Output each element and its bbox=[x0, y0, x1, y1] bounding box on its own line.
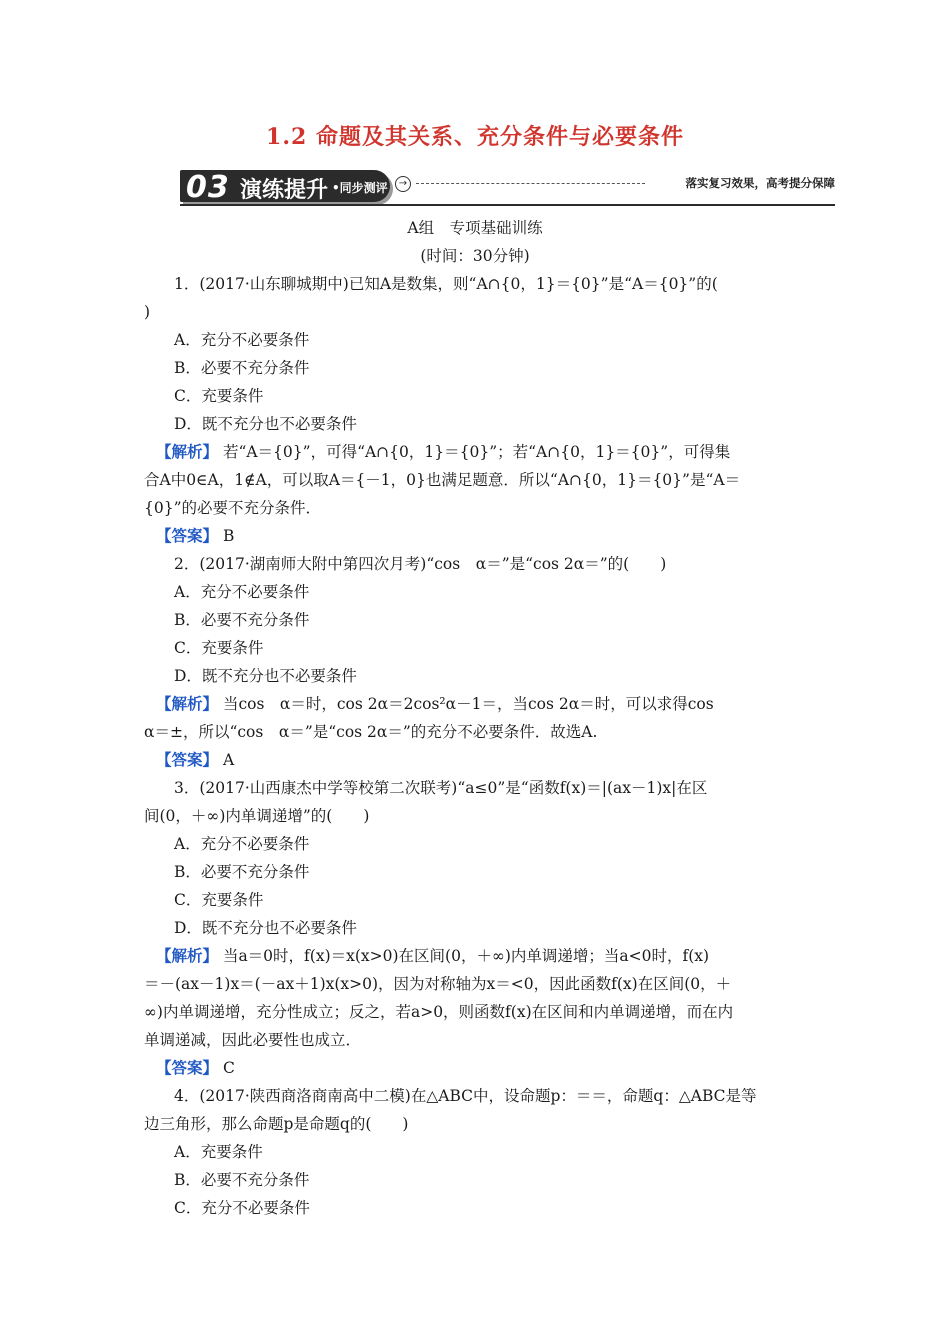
question-stem-cont: ) bbox=[144, 303, 151, 321]
question-3 bbox=[144, 774, 806, 1082]
option-a: A．充分不必要条件 bbox=[174, 835, 310, 853]
analysis-text: 当cos α＝时，cos 2α＝2cos²α－1＝，当cos 2α＝时，可以求得cos bbox=[218, 695, 714, 713]
option-d: D．既不充分也不必要条件 bbox=[174, 919, 357, 937]
option-a: A．充要条件 bbox=[174, 1143, 263, 1161]
group-title: A组 专项基础训练 bbox=[407, 219, 543, 237]
analysis-text-cont: 单调递减，因此必要性也成立． bbox=[144, 1031, 362, 1049]
option-d: D．既不充分也不必要条件 bbox=[174, 667, 357, 685]
question-stem: 4．(2017·陕西商洛商南高中二模)在△ABC中，设命题p：＝＝，命题q：△ABC是等 bbox=[174, 1087, 757, 1105]
option-b: B．必要不充分条件 bbox=[174, 863, 310, 881]
banner-slogan: 落实复习效果，高考提分保障 bbox=[685, 176, 835, 190]
answer-value: B bbox=[218, 527, 235, 545]
banner-number: 03 bbox=[186, 170, 230, 205]
option-b: B．必要不充分条件 bbox=[174, 611, 310, 629]
banner-main-label: 演练提升 bbox=[240, 178, 329, 203]
question-1 bbox=[144, 270, 806, 550]
answer bbox=[144, 746, 806, 774]
time-note: (时间：30分钟) bbox=[420, 247, 530, 265]
option-c: C．充分不必要条件 bbox=[174, 1199, 310, 1217]
analysis-tag: 【解析】 bbox=[156, 442, 219, 461]
question-stem: 2．(2017·湖南师大附中第四次月考)“cos α＝”是“cos 2α＝”的( ) bbox=[174, 555, 667, 573]
option-c: C．充要条件 bbox=[174, 387, 264, 405]
analysis bbox=[144, 942, 806, 970]
exercise-content bbox=[144, 214, 806, 1222]
question-stem: 1．(2017·山东聊城期中)已知A是数集，则“A∩{0，1}＝{0}”是“A＝{0}”的( bbox=[174, 275, 718, 293]
option-b: B．必要不充分条件 bbox=[174, 359, 310, 377]
banner-sub-label: •同步测评 bbox=[332, 181, 388, 195]
analysis-text-cont: ∞)内单调递增，充分性成立；反之，若a>0，则函数f(x)在区间和内单调递增，而在内 bbox=[144, 1003, 734, 1021]
question-2 bbox=[144, 550, 806, 774]
answer bbox=[144, 522, 806, 550]
answer-tag: 【答案】 bbox=[156, 750, 219, 769]
answer-tag: 【答案】 bbox=[156, 526, 219, 545]
analysis-text-cont: ＝－(ax－1)x＝(－ax＋1)x(x>0)，因为对称轴为x＝<0，因此函数f(x)在区间(0，＋ bbox=[144, 975, 732, 993]
option-d: D．既不充分也不必要条件 bbox=[174, 415, 357, 433]
analysis-text: 当a＝0时，f(x)＝x(x>0)在区间(0，＋∞)内单调递增；当a<0时，f(x) bbox=[218, 947, 710, 965]
option-a: A．充分不必要条件 bbox=[174, 331, 310, 349]
option-b: B．必要不充分条件 bbox=[174, 1171, 310, 1189]
analysis-text-cont: α＝±，所以“cos α＝”是“cos 2α＝”的充分不必要条件．故选A. bbox=[144, 723, 598, 741]
analysis-tag: 【解析】 bbox=[156, 694, 219, 713]
analysis-text: 若“A＝{0}”，可得“A∩{0，1}＝{0}”；若“A∩{0，1}＝{0}”，可得集 bbox=[218, 443, 731, 461]
answer-tag: 【答案】 bbox=[156, 1058, 219, 1077]
option-c: C．充要条件 bbox=[174, 639, 264, 657]
question-4 bbox=[144, 1082, 806, 1222]
analysis bbox=[144, 438, 806, 466]
answer bbox=[144, 1054, 806, 1082]
banner-rule bbox=[180, 204, 835, 206]
analysis-tag: 【解析】 bbox=[156, 946, 219, 965]
question-stem-cont: 间(0，＋∞)内单调递增”的( ) bbox=[144, 807, 370, 825]
analysis-text-cont: 合A中0∈A，1∉A，可以取A＝{－1，0}也满足题意．所以“A∩{0，1}＝{0}”是“A＝ bbox=[144, 471, 741, 489]
answer-value: C bbox=[218, 1059, 235, 1077]
section-banner bbox=[180, 168, 835, 206]
option-a: A．充分不必要条件 bbox=[174, 583, 310, 601]
question-stem-cont: 边三角形，那么命题p是命题q的( ) bbox=[144, 1115, 409, 1133]
option-c: C．充要条件 bbox=[174, 891, 264, 909]
arrow-circle-icon: → bbox=[395, 176, 411, 192]
question-stem: 3．(2017·山西康杰中学等校第二次联考)“a≤0”是“函数f(x)＝|(ax－1)x|在区 bbox=[174, 779, 708, 797]
answer-value: A bbox=[218, 751, 235, 769]
banner-badge bbox=[180, 170, 390, 205]
banner-dashed-line bbox=[416, 183, 645, 184]
analysis bbox=[144, 690, 806, 718]
analysis-text-cont: {0}”的必要不充分条件． bbox=[144, 499, 322, 517]
page-title: 1.2 命题及其关系、充分条件与必要条件 bbox=[266, 124, 684, 150]
